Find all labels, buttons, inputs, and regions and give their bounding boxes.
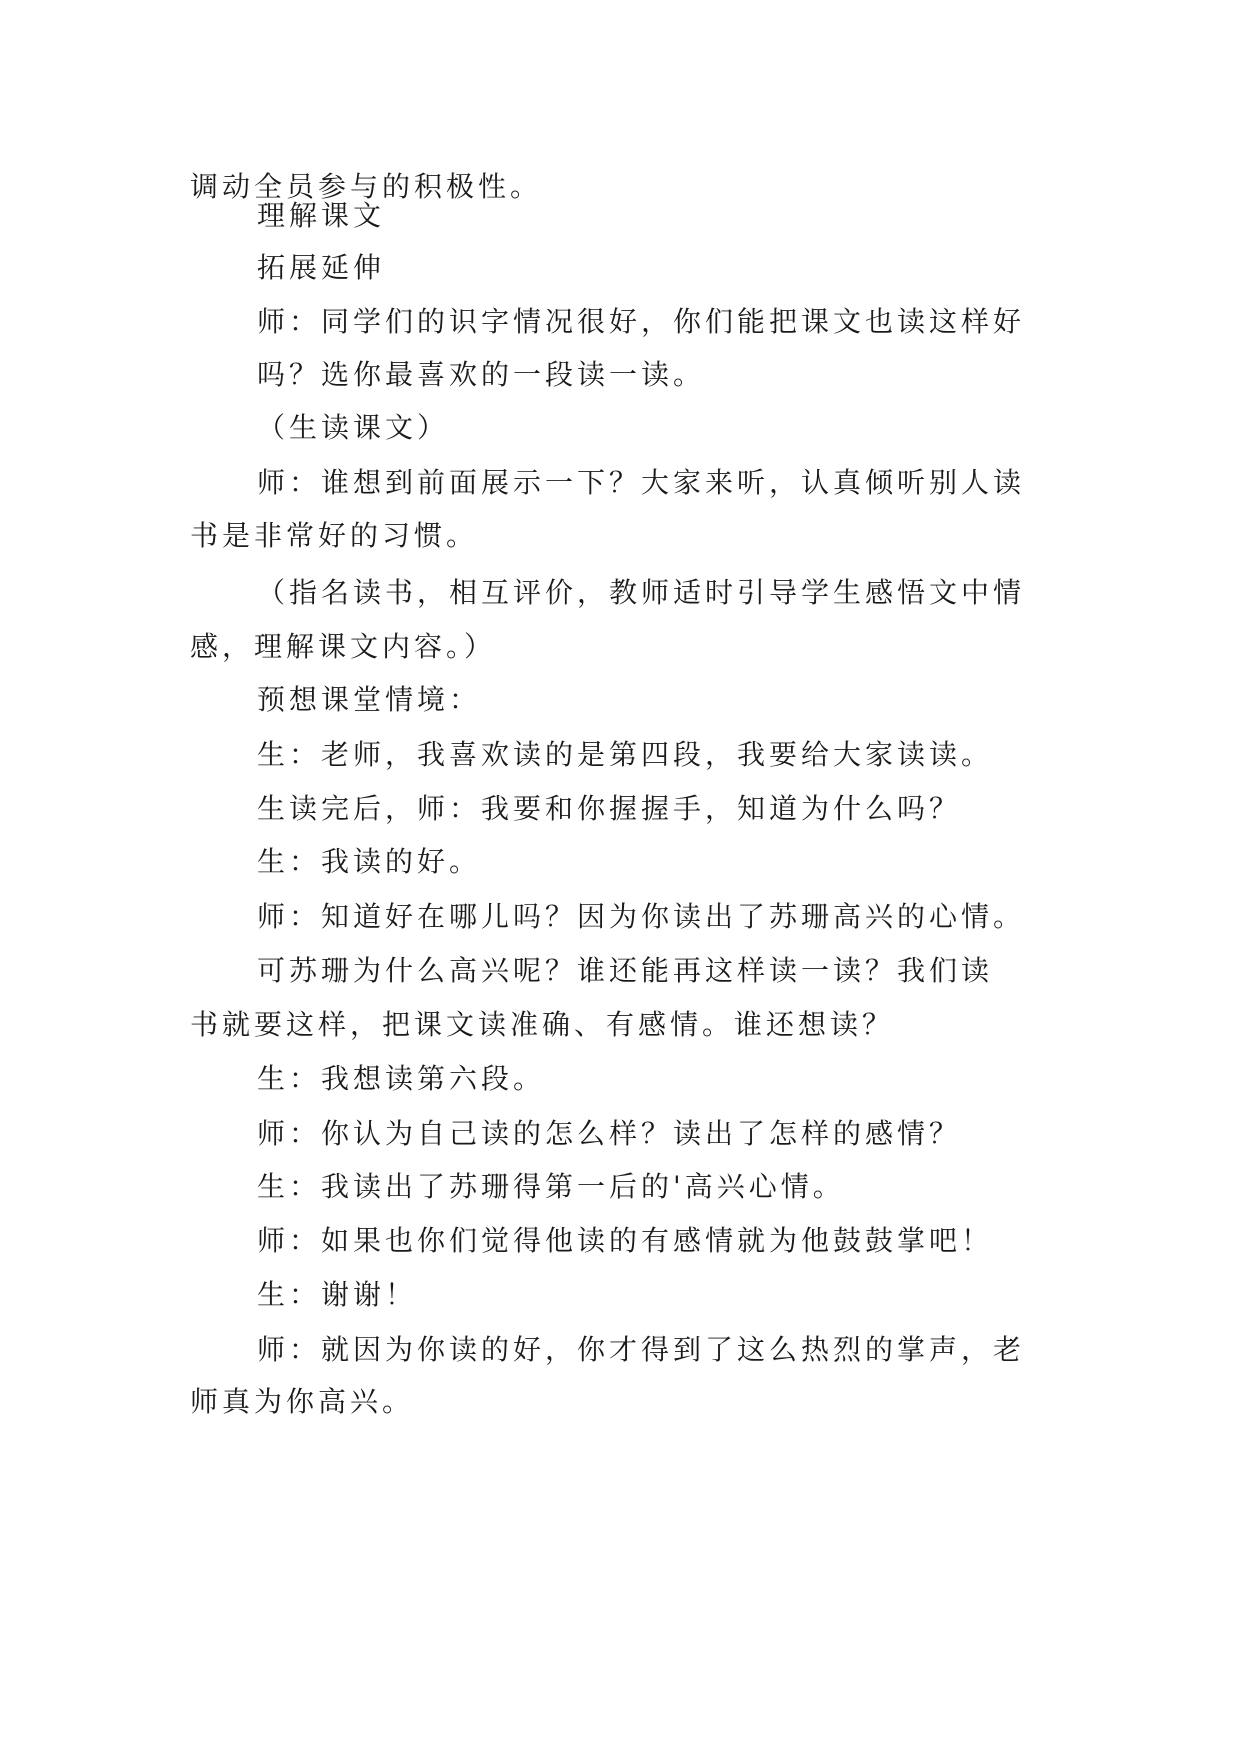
text-line: 感，理解课文内容。） [190,630,497,663]
text-line: 师：谁想到前面展示一下？大家来听，认真倾听别人读 [257,466,1026,499]
text-line: 师真为你高兴。 [190,1385,415,1418]
text-line: 可苏珊为什么高兴呢？谁还能再这样读一读？我们读 [257,954,994,987]
text-line: 吗？选你最喜欢的一段读一读。 [257,358,706,391]
text-line: 理解课文 [257,199,386,232]
text-line: 生：我读出了苏珊得第一后的'高兴心情。 [257,1170,845,1203]
text-line: 师：知道好在哪儿吗？因为你读出了苏珊高兴的心情。 [257,900,1026,933]
text-line: 预想课堂情境： [257,683,482,716]
text-line: 师：你认为自己读的怎么样？读出了怎样的感情？ [257,1117,962,1150]
text-line: 生：老师，我喜欢读的是第四段，我要给大家读读。 [257,738,994,771]
text-line: 调动全员参与的积极性。 [190,170,543,203]
text-line: 生：我读的好。 [257,845,482,878]
text-line: 拓展延伸 [257,251,386,284]
text-line: 生：我想读第六段。 [257,1062,546,1095]
text-line: 生：谢谢！ [257,1278,418,1311]
text-line: 师：就因为你读的好，你才得到了这么热烈的掌声，老 [257,1333,1026,1366]
text-line: 师：同学们的识字情况很好，你们能把课文也读这样好 [257,305,1026,338]
text-line: （指名读书，相互评价，教师适时引导学生感悟文中情 [257,576,1026,609]
text-line: 书就要这样，把课文读准确、有感情。谁还想读？ [190,1008,895,1041]
text-line: 师：如果也你们觉得他读的有感情就为他鼓鼓掌吧！ [257,1224,994,1257]
text-line: （生读课文） [257,411,450,444]
text-line: 生读完后，师：我要和你握握手，知道为什么吗？ [257,792,962,825]
text-line: 书是非常好的习惯。 [190,519,479,552]
